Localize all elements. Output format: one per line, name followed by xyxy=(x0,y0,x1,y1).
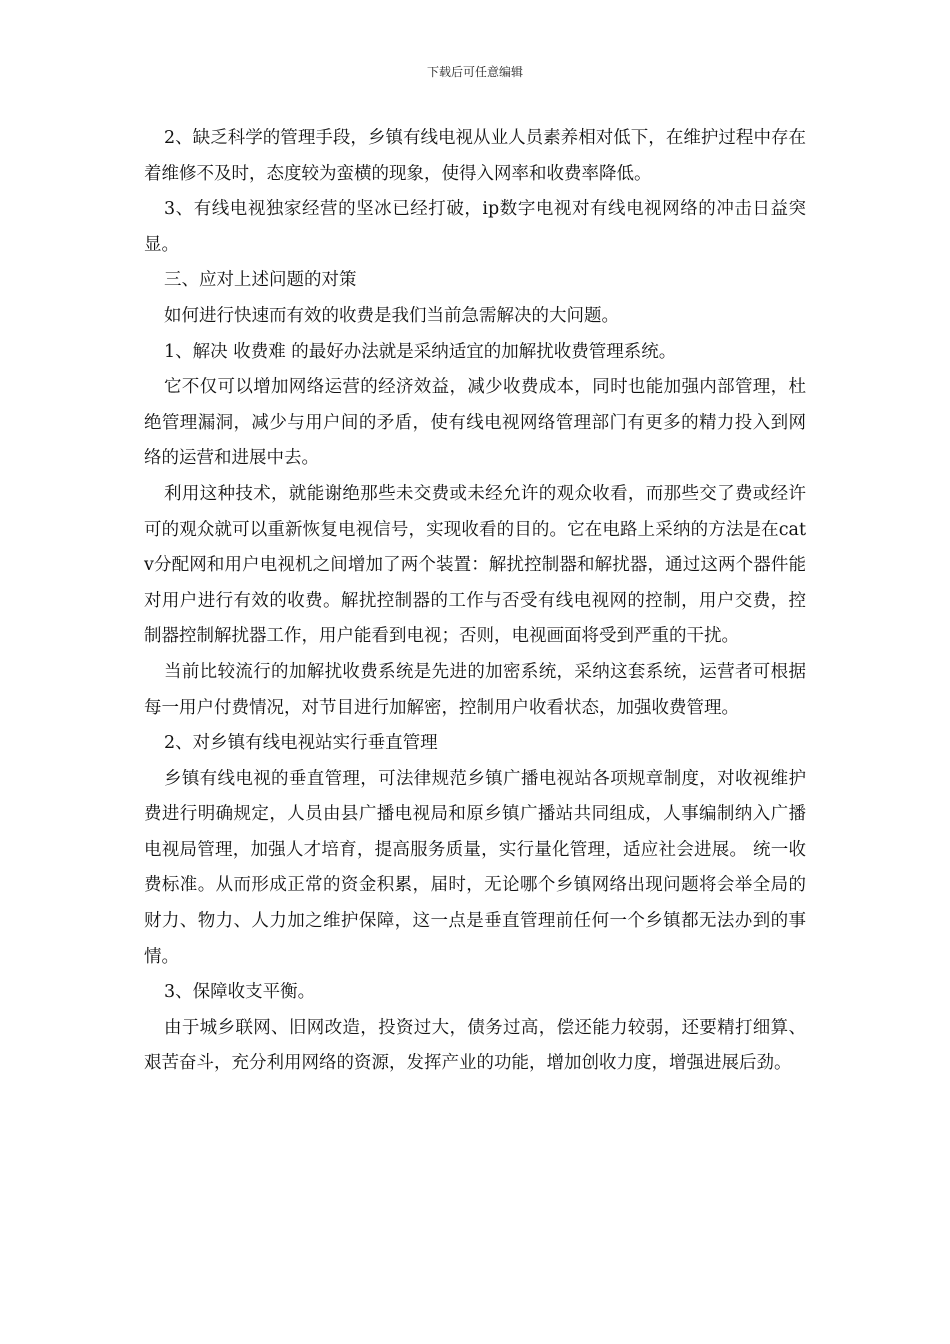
paragraph-intro-question: 如何进行快速而有效的收费是我们当前急需解决的大问题。 xyxy=(164,305,619,326)
subheading-measure-3: 3、保障收支平衡。 xyxy=(164,982,316,1003)
paragraph-problem-2: 2、缺乏科学的管理手段，乡镇有线电视从业人员素养相对低下，在维护过程中存在着维修不及时，态度较为蛮横的现象，使得入网率和收费率降低。 xyxy=(144,128,806,184)
paragraph-benefits: 它不仅可以增加网络运营的经济效益，减少收费成本，同时也能加强内部管理，杜绝管理漏洞，减少与用户间的矛盾，使有线电视网络管理部门有更多的精力投入到网络的运营和进展中去。 xyxy=(144,377,806,469)
document-body xyxy=(144,121,806,1082)
subheading-measure-1: 1、解决 收费难 的最好办法就是采纳适宜的加解扰收费管理系统。 xyxy=(164,341,677,362)
section-heading-countermeasures: 三、应对上述问题的对策 xyxy=(164,270,357,291)
paragraph-encryption-system: 当前比较流行的加解扰收费系统是先进的加密系统，采纳这套系统，运营者可根据每一用户付费情况，对节目进行加解密，控制用户收看状态，加强收费管理。 xyxy=(144,661,806,718)
header-note: 下载后可任意编辑 xyxy=(426,65,523,79)
subheading-measure-2: 2、对乡镇有线电视站实行垂直管理 xyxy=(164,733,438,754)
paragraph-technology: 利用这种技术，就能谢绝那些未交费或未经允许的观众收看，而那些交了费或经许可的观众就可以重新恢复电视信号，实现收看的目的。它在电路上采纳的方法是在catv分配网和用户电视机之间增加了两个装置：解扰控制器和解扰器，通过这两个器件能对用户进行有效的收费。解扰控制器的工作与否受有线电视网的控制，用户交费，控制器控制解扰器工作，用户能看到电视；否则，电视画面将受到严重的干扰。 xyxy=(144,483,806,647)
page-header xyxy=(0,64,950,80)
paragraph-problem-3: 3、有线电视独家经营的坚冰已经打破，ip数字电视对有线电视网络的冲击日益突显。 xyxy=(144,199,806,255)
paragraph-vertical-management: 乡镇有线电视的垂直管理，可法律规范乡镇广播电视站各项规章制度，对收视维护费进行明确规定，人员由县广播电视局和原乡镇广播站共同组成，人事编制纳入广播电视局管理，加强人才培育，提高服务质量，实行量化管理，适应社会进展。 统一收费标准。从而形成正常的资金积累，届时，无论哪个乡镇网络出现问题将会举全局的财力、物力、人力加之维护保障，这一点是垂直管理前任何一个乡镇都无法办到的事情。 xyxy=(144,768,806,967)
paragraph-balance: 由于城乡联网、旧网改造，投资过大，债务过高，偿还能力较弱，还要精打细算、艰苦奋斗，充分利用网络的资源，发挥产业的功能，增加创收力度，增强进展后劲。 xyxy=(144,1017,806,1074)
